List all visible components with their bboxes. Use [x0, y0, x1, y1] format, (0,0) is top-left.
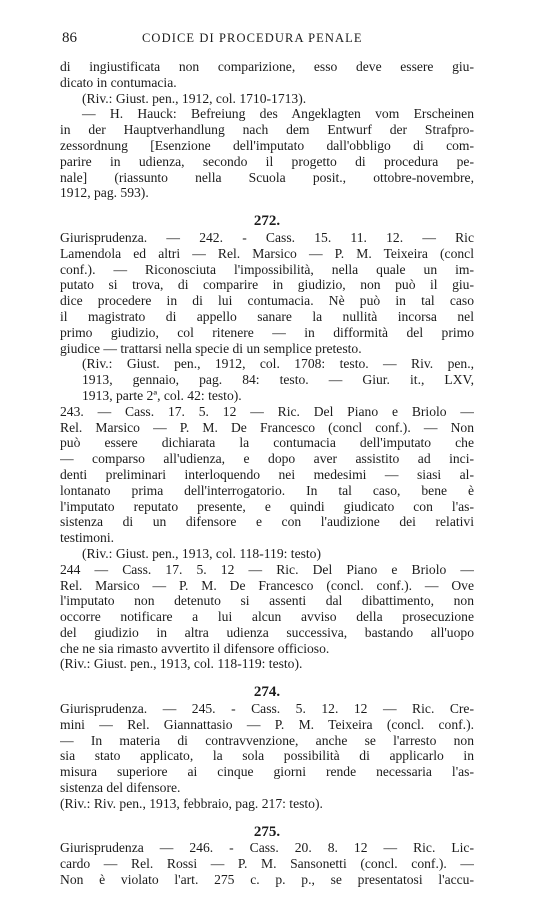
text-line: — In materia di contravvenzione, anche se l'arresto non — [60, 732, 474, 748]
text-line: misura superiore ai cinque giorni rende necessaria l'as- — [60, 764, 474, 780]
page-body — [60, 59, 474, 888]
text-line: 244 — Cass. 17. 5. 12 — Ric. Del Piano e Briolo — — [60, 561, 474, 577]
text-line: (Riv.: Giust. pen., 1913, col. 118-119: testo). — [60, 656, 303, 672]
page-number: 86 — [62, 30, 77, 46]
text-line: 1912, pag. 593). — [60, 185, 149, 201]
page-header — [62, 30, 475, 48]
text-line: Giurisprudenza — 246. - Cass. 20. 8. 12 — Ric. Lic- — [60, 840, 474, 856]
text-line: (Riv.: Riv. pen., 1913, febbraio, pag. 217: testo). — [60, 795, 323, 811]
vertical-gap — [60, 201, 474, 214]
text-line: del giudizio in altra udienza successiva, bastando all'uopo — [60, 624, 474, 640]
text-line: l'imputato reputato presente, e quindi giudicato con l'as- — [60, 498, 474, 514]
text-line: zessordnung [Esenzione dell'imputato dall'obbligo di com- — [60, 137, 474, 153]
text-line: — H. Hauck: Befreiung des Angeklagten vom Erscheinen — [82, 106, 474, 122]
text-line: denti preliminari interloquendo nei medesimi — siasi al- — [60, 466, 474, 482]
text-line: putato si trova, di comparire in giudizio, non può il giu- — [60, 277, 474, 293]
text-line: — comparso all'udienza, e dopo aver assistito ad inci- — [60, 451, 474, 467]
section-number: 274. — [253, 685, 281, 701]
text-line: cardo — Rel. Rossi — P. M. Sansonetti (concl. conf.). — — [60, 856, 474, 872]
text-line: testimoni. — [60, 530, 114, 546]
text-line: che ne sia rimasto avvertito il difensore officioso. — [60, 640, 330, 656]
text-line: l'imputato non detenuto si assenti dal dibattimento, non — [60, 593, 474, 609]
running-title: CODICE DI PROCEDURA PENALE — [142, 31, 363, 45]
text-line: Rel. Marsico — P. M. De Francesco (concl. conf.). — Ove — [60, 577, 474, 593]
text-line: Giurisprudenza. — 245. - Cass. 5. 12. 12 — Ric. Cre- — [60, 701, 474, 717]
text-line: giudice — trattarsi nella specie di un semplice pretesto. — [60, 340, 362, 356]
text-line: 1913, gennaio, pag. 84: testo. — Giur. it., LXV, — [82, 372, 474, 388]
text-line: in der Hauptverhandlung nach dem Entwurf der Strafpro- — [60, 122, 474, 138]
text-line: sia stato applicato, la sola possibilità di applicarlo in — [60, 748, 474, 764]
vertical-gap — [60, 812, 474, 825]
text-line: dicato in contumacia. — [60, 74, 177, 90]
text-line: Lamendola ed altri — Rel. Marsico — P. M. Teixeira (concl — [60, 245, 474, 261]
text-line: mini — Rel. Giannattasio — P. M. Teixeira (concl. conf.). — [60, 716, 474, 732]
text-line: (Riv.: Giust. pen., 1912, col. 1708: testo. — Riv. pen., — [82, 356, 474, 372]
text-line: di ingiustificata non comparizione, esso deve essere giu- — [60, 59, 474, 74]
text-line: nale] (riassunto nella Scuola posit., ottobre-novembre, — [60, 169, 474, 185]
text-line: primo giudizio, col ritenere — in difformità del primo — [60, 324, 474, 340]
text-line: conf.). — Riconosciuta l'impossibilità, nella quale un im- — [60, 261, 474, 277]
text-line: (Riv.: Giust. pen., 1912, col. 1710-1713). — [82, 90, 307, 106]
text-line: lontanato prima dell'interrogatorio. In tal caso, bene è — [60, 482, 474, 498]
section-number: 275. — [253, 824, 281, 840]
text-line: il magistrato di appello sanare la nullità incorsa nel — [60, 308, 474, 324]
text-line: dice procedere in di lui contumacia. Nè può in tal caso — [60, 293, 474, 309]
text-line: può essere dichiarata la contumacia dell'imputato che — [60, 435, 474, 451]
text-line: parire in udienza, secondo il progetto di procedura pe- — [60, 153, 474, 169]
text-line: 1913, parte 2ª, col. 42: testo). — [82, 387, 242, 403]
text-line: Rel. Marsico — P. M. De Francesco (concl conf.). — Non — [60, 419, 474, 435]
text-line: Giurisprudenza. — 242. - Cass. 15. 11. 12. — Ric — [60, 229, 474, 245]
text-line: sistenza del difensore. — [60, 780, 181, 796]
text-line: sistenza di un difensore e con l'audizione dei relativi — [60, 514, 474, 530]
text-line: 243. — Cass. 17. 5. 12 — Ric. Del Piano e Briolo — — [60, 403, 474, 419]
text-line: (Riv.: Giust. pen., 1913, col. 118-119: testo) — [82, 545, 321, 561]
text-line: occorre notificare a lui alcun avviso della prosecuzione — [60, 609, 474, 625]
vertical-gap — [60, 672, 474, 685]
section-number: 272. — [253, 214, 281, 230]
text-line: Non è violato l'art. 275 c. p. p., se presentatosi l'accu- — [60, 872, 474, 888]
